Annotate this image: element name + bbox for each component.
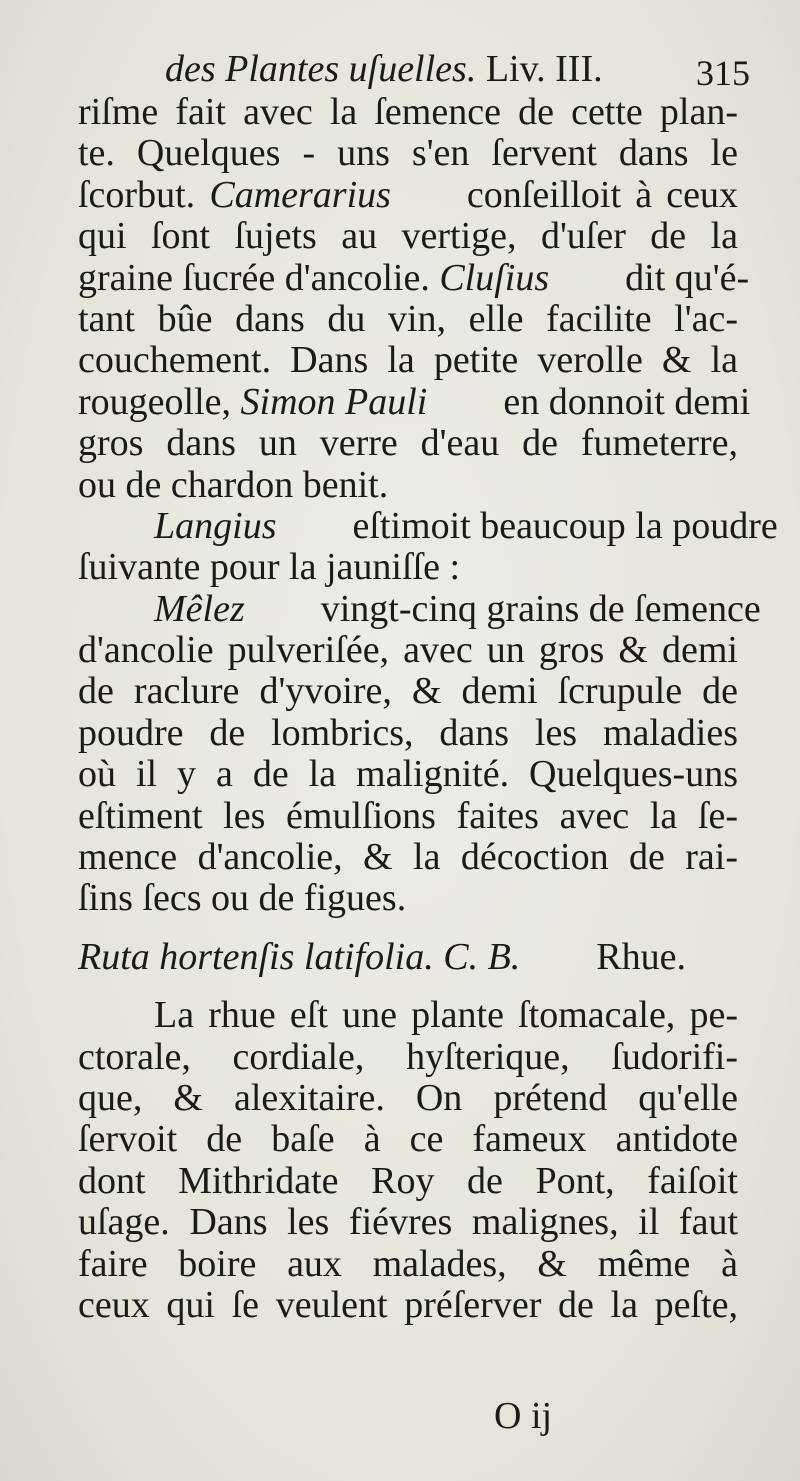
section-label: Liv. III. (485, 48, 603, 90)
text-run: ou de chardon benit. (78, 463, 389, 506)
text-run: conſeilloit à ceux (390, 173, 738, 216)
text-line (78, 256, 750, 299)
text-line (78, 1119, 738, 1160)
text-run: que, & alexitaire. On prétend qu'elle (78, 1076, 738, 1119)
running-title: des Plantes uſuelles. (165, 48, 477, 90)
text-line (78, 878, 738, 919)
text-line (78, 630, 738, 671)
text-run: gros dans un verre d'eau de fumeterre, (78, 422, 738, 465)
italic-run: Langius (154, 504, 277, 547)
italic-run: Mêlez (154, 587, 245, 630)
text-run: ſuivante pour la jauniſſe : (78, 546, 461, 589)
text-line (78, 299, 738, 340)
text-run: riſme fait avec la ſemence de cette plan- (78, 91, 738, 133)
text-run: graine ſucrée d'ancolie. (78, 256, 440, 299)
body-text (78, 91, 778, 1326)
text-line (78, 547, 738, 588)
text-line (78, 1161, 738, 1202)
text-line (78, 713, 738, 754)
text-run: ſervoit de baſe à ce fameux antidote (78, 1118, 738, 1161)
text-line (78, 671, 738, 712)
text-run: en donnoit demi (427, 380, 751, 423)
text-line (78, 423, 738, 464)
text-run: où il y a de la malignité. Quelques-uns (78, 753, 738, 796)
text-line (78, 587, 761, 630)
page-number: 315 (696, 53, 750, 93)
text-line (78, 175, 738, 216)
text-run: mence d'ancolie, & la décoction de rai- (78, 836, 738, 879)
text-run: ceux qui ſe veulent préſerver de la peſte, (78, 1283, 738, 1326)
text-run (78, 505, 154, 547)
text-run: tant bûe dans du vin, elle facilite l'ac- (78, 297, 738, 340)
text-run: te. Quelques - uns s'en ſervent dans le (78, 132, 738, 175)
running-header (165, 44, 750, 94)
text-line (78, 1078, 738, 1119)
text-line (78, 1285, 738, 1326)
text-run (78, 588, 154, 630)
text-run: eſtiment les émulſions faites avec la ſe- (78, 794, 738, 837)
paragraph-gap (78, 978, 738, 995)
text-line (78, 92, 738, 133)
italic-run: Camerarius (209, 173, 391, 216)
text-run: qui ſont ſujets au vertige, d'uſer de la (78, 215, 738, 258)
text-run: eſtimoit beaucoup la poudre (276, 504, 778, 547)
text-line (78, 796, 738, 837)
text-run: ſcorbut. (78, 173, 210, 216)
text-line (78, 1202, 738, 1243)
text-line (78, 504, 778, 547)
text-line (78, 937, 738, 978)
text-run: ctorale, cordiale, hyſterique, ſudorifi- (78, 1035, 738, 1078)
text-run: d'ancolie pulveriſée, avec un gros & demi (78, 629, 738, 672)
text-line (78, 1037, 738, 1078)
text-line (78, 1244, 738, 1285)
text-line (78, 380, 751, 423)
text-line (78, 465, 738, 506)
text-run: rougeolle, (78, 380, 241, 423)
italic-run: Cluſius (439, 256, 550, 299)
signature-mark: O ij (494, 1395, 553, 1437)
text-run: uſage. Dans les fiévres malignes, il faut (78, 1201, 738, 1244)
text-run: dont Mithridate Roy de Pont, faiſoit (78, 1159, 738, 1202)
text-run: dit qu'é- (549, 256, 750, 299)
text-run: Rhue. (520, 935, 687, 978)
text-run: de raclure d'yvoire, & demi ſcrupule de (78, 670, 738, 713)
text-run: ſins ſecs ou de figues. (78, 877, 407, 920)
text-line (78, 340, 738, 381)
text-run: vingt-cinq grains de ſemence (244, 587, 761, 630)
text-run: poudre de lombrics, dans les maladies (78, 711, 738, 754)
italic-run: Simon Pauli (240, 380, 428, 423)
text-line (78, 837, 738, 878)
text-line (78, 995, 738, 1036)
italic-run: Ruta hortenſis latifolia. C. B. (78, 935, 521, 978)
text-line (78, 133, 738, 174)
text-line (78, 754, 738, 795)
text-run: couchement. Dans la petite verolle & la (78, 339, 738, 382)
text-run: La rhue eſt une plante ſtomacale, pe- (78, 994, 738, 1037)
text-line (78, 216, 738, 257)
text-run: faire boire aux malades, & même à (78, 1242, 738, 1285)
paragraph-gap (78, 920, 738, 937)
